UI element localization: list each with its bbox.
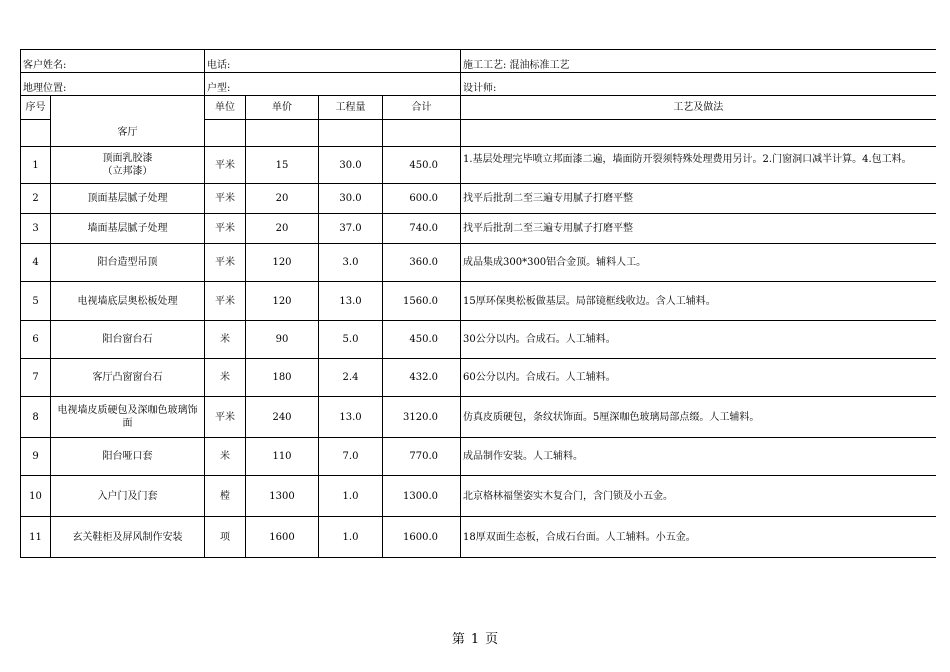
item-name-cell[interactable]: 入户门及门套 <box>51 476 205 517</box>
table-row <box>21 282 936 321</box>
quantity-cell[interactable]: 7.0 <box>319 438 383 476</box>
item-name-cell[interactable]: 阳台哑口套 <box>51 438 205 476</box>
table-row <box>21 476 936 517</box>
unit-cell[interactable]: 平米 <box>205 184 246 214</box>
item-name-cell[interactable]: 电视墙底层奥松板处理 <box>51 282 205 321</box>
quantity-cell[interactable]: 13.0 <box>319 397 383 438</box>
description-cell[interactable]: 1.基层处理完毕喷立邦面漆二遍，墙面防开裂须特殊处理费用另计。2.门窗洞口减半计算。4.包工料。 <box>461 147 936 184</box>
quantity-cell[interactable]: 30.0 <box>319 184 383 214</box>
price-cell[interactable]: 20 <box>246 214 319 244</box>
quantity-cell[interactable]: 5.0 <box>319 321 383 359</box>
item-name-cell[interactable]: 玄关鞋柜及屏风制作安装 <box>51 517 205 558</box>
price-cell[interactable]: 1600 <box>246 517 319 558</box>
quantity-cell[interactable]: 13.0 <box>319 282 383 321</box>
page-footer <box>0 628 950 647</box>
row-number-cell[interactable]: 8 <box>21 397 51 438</box>
col-header-no[interactable]: 序号 <box>21 96 51 120</box>
section-blank-cell[interactable] <box>461 120 936 147</box>
section-blank-cell[interactable] <box>21 120 51 147</box>
total-cell[interactable]: 1300.0 <box>383 476 461 517</box>
section-blank-cell[interactable] <box>319 120 383 147</box>
description-cell[interactable]: 找平后批刮二至三遍专用腻子打磨平整 <box>461 214 936 244</box>
unit-cell[interactable]: 项 <box>205 517 246 558</box>
unit-cell[interactable]: 米 <box>205 438 246 476</box>
price-cell[interactable]: 15 <box>246 147 319 184</box>
quantity-cell[interactable]: 37.0 <box>319 214 383 244</box>
quantity-cell[interactable]: 30.0 <box>319 147 383 184</box>
row-number-cell[interactable]: 7 <box>21 359 51 397</box>
price-cell[interactable]: 120 <box>246 244 319 282</box>
phone-cell[interactable]: 电话: <box>205 50 461 73</box>
total-cell[interactable]: 450.0 <box>383 321 461 359</box>
col-header-desc[interactable]: 工艺及做法 <box>461 96 936 120</box>
price-cell[interactable]: 120 <box>246 282 319 321</box>
quantity-cell[interactable]: 3.0 <box>319 244 383 282</box>
row-number-cell[interactable]: 10 <box>21 476 51 517</box>
quantity-cell[interactable]: 2.4 <box>319 359 383 397</box>
unit-cell[interactable]: 平米 <box>205 214 246 244</box>
table-row <box>21 184 936 214</box>
table-row <box>21 147 936 184</box>
col-header-name[interactable] <box>51 96 205 120</box>
unit-cell[interactable]: 平米 <box>205 282 246 321</box>
unit-cell[interactable]: 平米 <box>205 147 246 184</box>
item-name-cell[interactable]: 墙面基层腻子处理 <box>51 214 205 244</box>
row-number-cell[interactable]: 3 <box>21 214 51 244</box>
item-name-cell[interactable]: 电视墙皮质硬包及深咖色玻璃饰面 <box>51 397 205 438</box>
unit-cell[interactable]: 樘 <box>205 476 246 517</box>
col-header-qty[interactable]: 工程量 <box>319 96 383 120</box>
price-cell[interactable]: 110 <box>246 438 319 476</box>
description-cell[interactable]: 成品集成300*300铝合金顶。辅料人工。 <box>461 244 936 282</box>
section-title[interactable]: 客厅 <box>51 120 205 147</box>
row-number-cell[interactable]: 4 <box>21 244 51 282</box>
description-cell[interactable]: 60公分以内。合成石。人工辅料。 <box>461 359 936 397</box>
table-row <box>21 244 936 282</box>
table-row <box>21 397 936 438</box>
description-cell[interactable]: 找平后批刮二至三遍专用腻子打磨平整 <box>461 184 936 214</box>
description-cell[interactable]: 成品制作安装。人工辅料。 <box>461 438 936 476</box>
description-cell[interactable]: 15厚环保奥松板做基层。局部镜框线收边。含人工辅料。 <box>461 282 936 321</box>
total-cell[interactable]: 1600.0 <box>383 517 461 558</box>
table-row <box>21 517 936 558</box>
item-name-cell[interactable]: 顶面乳胶漆 （立邦漆） <box>51 147 205 184</box>
unit-cell[interactable]: 平米 <box>205 244 246 282</box>
table-row <box>21 359 936 397</box>
col-header-price[interactable]: 单价 <box>246 96 319 120</box>
section-blank-cell[interactable] <box>205 120 246 147</box>
item-name-cell[interactable]: 顶面基层腻子处理 <box>51 184 205 214</box>
unit-cell[interactable]: 米 <box>205 359 246 397</box>
footer-suffix: 页 <box>485 632 499 647</box>
item-name-cell[interactable]: 阳台窗台石 <box>51 321 205 359</box>
row-number-cell[interactable]: 5 <box>21 282 51 321</box>
location-cell[interactable]: 地理位置: <box>21 73 205 96</box>
craft-cell[interactable]: 施工工艺: 混油标准工艺 <box>461 50 936 73</box>
col-header-unit[interactable]: 单位 <box>205 96 246 120</box>
row-number-cell[interactable]: 11 <box>21 517 51 558</box>
footer-prefix: 第 <box>451 632 465 647</box>
item-name-cell[interactable]: 客厅凸窗窗台石 <box>51 359 205 397</box>
footer-page-number: 1 <box>470 632 480 647</box>
quantity-cell[interactable]: 1.0 <box>319 476 383 517</box>
price-cell[interactable]: 240 <box>246 397 319 438</box>
price-cell[interactable]: 180 <box>246 359 319 397</box>
quotation-table <box>20 49 936 558</box>
unit-type-cell[interactable]: 户型: <box>205 73 461 96</box>
description-cell[interactable]: 北京格林福堡姿实木复合门，含门锁及小五金。 <box>461 476 936 517</box>
row-number-cell[interactable]: 9 <box>21 438 51 476</box>
total-cell[interactable]: 360.0 <box>383 244 461 282</box>
total-cell[interactable]: 432.0 <box>383 359 461 397</box>
price-cell[interactable]: 90 <box>246 321 319 359</box>
row-number-cell[interactable]: 2 <box>21 184 51 214</box>
unit-cell[interactable]: 米 <box>205 321 246 359</box>
section-blank-cell[interactable] <box>246 120 319 147</box>
table-row <box>21 321 936 359</box>
description-cell[interactable]: 仿真皮质硬包，条纹状饰面。5厘深咖色玻璃局部点缀。人工辅料。 <box>461 397 936 438</box>
total-cell[interactable]: 3120.0 <box>383 397 461 438</box>
description-cell[interactable]: 18厚双面生态板，合成石台面。人工辅料。小五金。 <box>461 517 936 558</box>
designer-cell[interactable]: 设计师: <box>461 73 936 96</box>
total-cell[interactable]: 600.0 <box>383 184 461 214</box>
item-name-cell[interactable]: 阳台造型吊顶 <box>51 244 205 282</box>
row-number-cell[interactable]: 6 <box>21 321 51 359</box>
customer-name-cell[interactable]: 客户姓名: <box>21 50 205 73</box>
section-blank-cell[interactable] <box>383 120 461 147</box>
total-cell[interactable]: 450.0 <box>383 147 461 184</box>
quantity-cell[interactable]: 1.0 <box>319 517 383 558</box>
total-cell[interactable]: 740.0 <box>383 214 461 244</box>
table-row <box>21 438 936 476</box>
total-cell[interactable]: 770.0 <box>383 438 461 476</box>
table-row <box>21 214 936 244</box>
row-number-cell[interactable]: 1 <box>21 147 51 184</box>
price-cell[interactable]: 1300 <box>246 476 319 517</box>
col-header-total[interactable]: 合计 <box>383 96 461 120</box>
description-cell[interactable]: 30公分以内。合成石。人工辅料。 <box>461 321 936 359</box>
total-cell[interactable]: 1560.0 <box>383 282 461 321</box>
price-cell[interactable]: 20 <box>246 184 319 214</box>
unit-cell[interactable]: 平米 <box>205 397 246 438</box>
